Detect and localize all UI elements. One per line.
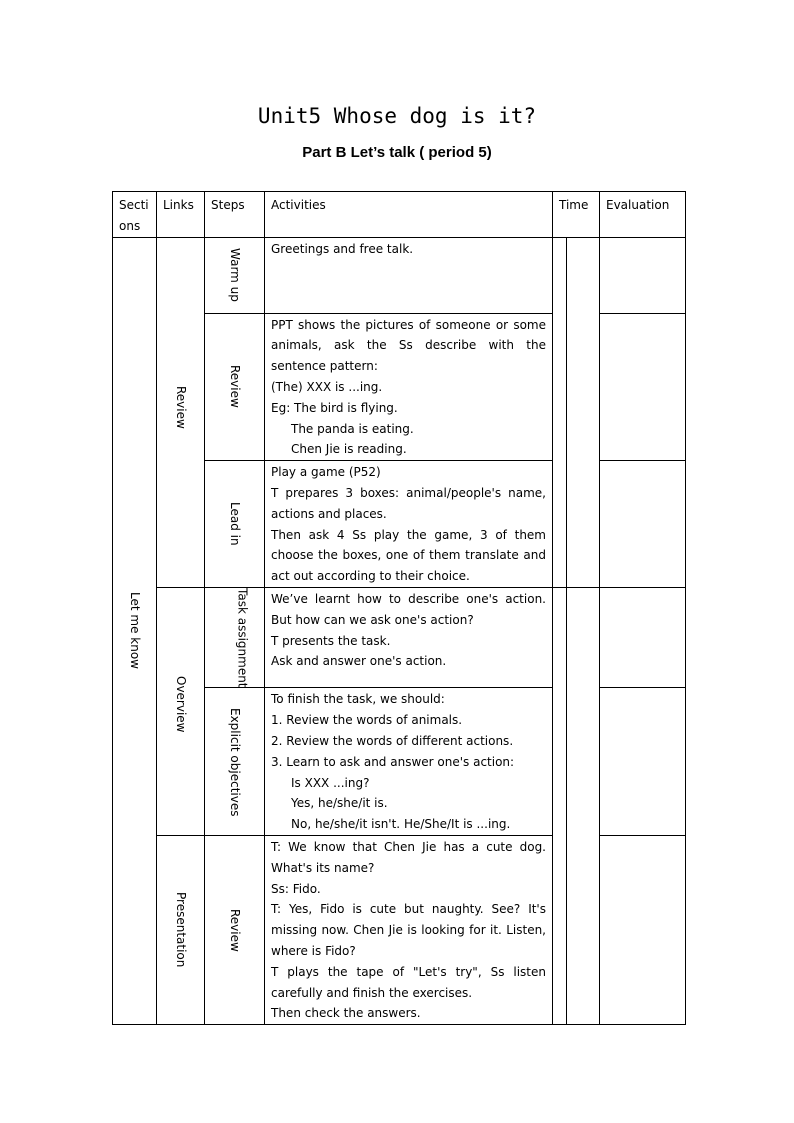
activity-warm-up: Greetings and free talk. (265, 237, 553, 313)
step-label-presentation-review: Review (228, 908, 242, 952)
header-activities: Activities (265, 192, 553, 238)
step-cell-warm-up (205, 237, 265, 313)
evaluation-cell (600, 836, 686, 1025)
evaluation-cell (600, 688, 686, 836)
table-row (113, 836, 686, 1025)
time-cell (553, 237, 600, 587)
header-row (113, 192, 686, 238)
link-cell-presentation (157, 836, 205, 1025)
lesson-plan-table (112, 191, 686, 1025)
step-cell-review (205, 313, 265, 461)
step-cell-lead-in (205, 461, 265, 588)
header-sections: Secti ons (113, 192, 157, 238)
step-label-explicit-objectives: Explicit objectives (228, 707, 242, 816)
time-cell (553, 587, 600, 1024)
step-cell-task-assignment (205, 587, 265, 688)
evaluation-cell (600, 461, 686, 588)
activity-presentation-review: T: We know that Chen Jie has a cute dog. What's its name? Ss: Fido. T: Yes, Fido is cute but naughty. See? It's missing now. Chen Jie is looking for it. Listen, where is Fido? T plays the tape of "Let's try", Ss listen carefully and finish the exercises. Then check the answers. (265, 836, 553, 1025)
step-cell-presentation-review (205, 836, 265, 1025)
evaluation-cell (600, 313, 686, 461)
activity-task-assignment: We’ve learnt how to describe one's action. But how can we ask one's action? T presents the task. Ask and answer one's action. (265, 587, 553, 688)
document-subtitle: Part B Let’s talk ( period 5) (302, 144, 492, 161)
evaluation-cell (600, 587, 686, 688)
link-label-review: Review (174, 385, 188, 429)
header-time: Time (553, 192, 600, 238)
link-cell-overview (157, 587, 205, 835)
step-label-review: Review (228, 365, 242, 409)
header-evaluation: Evaluation (600, 192, 686, 238)
header-links: Links (157, 192, 205, 238)
step-label-warm-up: Warm up (228, 248, 242, 303)
step-label-task-assignment: Task assignment (235, 587, 250, 688)
activity-review: PPT shows the pictures of someone or some animals, ask the Ss describe with the sentence pattern: (The) XXX is ...ing. Eg: The bird is flying. The panda is eating. Chen Jie is reading. (265, 313, 553, 461)
evaluation-cell (600, 237, 686, 313)
activity-explicit-objectives: To finish the task, we should: 1. Review the words of animals. 2. Review the words of different actions. 3. Learn to ask and answer one's action: Is XXX ...ing? Yes, he/she/it is. No, he/she/it isn't. He/She/It is ...ing. (265, 688, 553, 836)
section-label: Let me know (128, 592, 142, 670)
link-cell-review (157, 237, 205, 587)
section-cell (113, 237, 157, 1025)
activity-lead-in: Play a game (P52) T prepares 3 boxes: animal/people's name, actions and places. Then ask 4 Ss play the game, 3 of them choose the boxes, one of them translate and act out according to their choice. (265, 461, 553, 588)
table-row (113, 237, 686, 313)
link-label-presentation: Presentation (174, 892, 188, 968)
step-label-lead-in: Lead in (228, 502, 242, 546)
link-label-overview: Overview (174, 675, 188, 733)
document-title: Unit5 Whose dog is it? (257, 104, 537, 128)
header-steps: Steps (205, 192, 265, 238)
step-cell-explicit-objectives (205, 688, 265, 836)
table-row (113, 587, 686, 688)
